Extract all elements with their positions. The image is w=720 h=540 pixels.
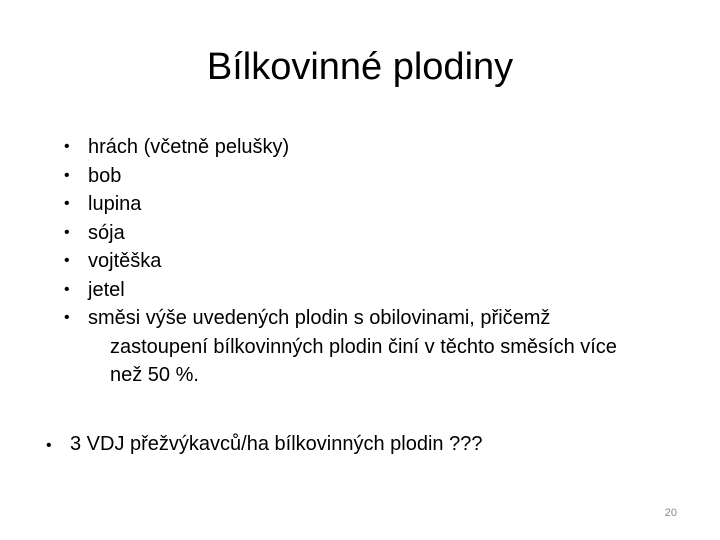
list-item-text: vojtěška bbox=[88, 250, 162, 272]
crop-list bbox=[64, 133, 668, 390]
bullet-icon: • bbox=[64, 252, 70, 269]
list-item bbox=[64, 219, 668, 248]
bullet-icon: • bbox=[46, 437, 52, 454]
bullet-icon: • bbox=[64, 195, 70, 212]
list-item bbox=[64, 162, 668, 191]
outer-list-item bbox=[46, 430, 482, 461]
list-item-text: bob bbox=[88, 164, 122, 187]
page-number: 20 bbox=[664, 507, 677, 519]
outer-item-text: 3 VDJ přežvýkavců/ha bílkovinných plodin ??? bbox=[70, 433, 483, 455]
list-item-text: sója bbox=[88, 221, 125, 244]
mixture-line-2: zastoupení bílkovinných plodin činí v těchto směsích více bbox=[110, 335, 617, 358]
mixture-line-1: směsi výše uvedených plodin s obilovinami, přičemž bbox=[88, 307, 551, 329]
bullet-icon: • bbox=[64, 223, 70, 241]
list-item bbox=[64, 133, 668, 162]
list-item-text: hrách (včetně pelušky) bbox=[88, 136, 290, 158]
bullet-icon: • bbox=[64, 309, 70, 326]
list-item-mixture bbox=[64, 304, 668, 390]
mixture-line-3: než 50 %. bbox=[110, 364, 199, 386]
bullet-icon: • bbox=[64, 138, 70, 155]
bullet-icon: • bbox=[64, 280, 70, 298]
list-item bbox=[64, 247, 668, 276]
slide-title: Bílkovinné plodiny bbox=[206, 46, 514, 88]
list-item bbox=[64, 276, 668, 305]
list-item-text: jetel bbox=[88, 278, 125, 301]
list-item bbox=[64, 190, 668, 219]
bullet-icon: • bbox=[64, 166, 70, 184]
list-item-text: lupina bbox=[88, 193, 142, 215]
